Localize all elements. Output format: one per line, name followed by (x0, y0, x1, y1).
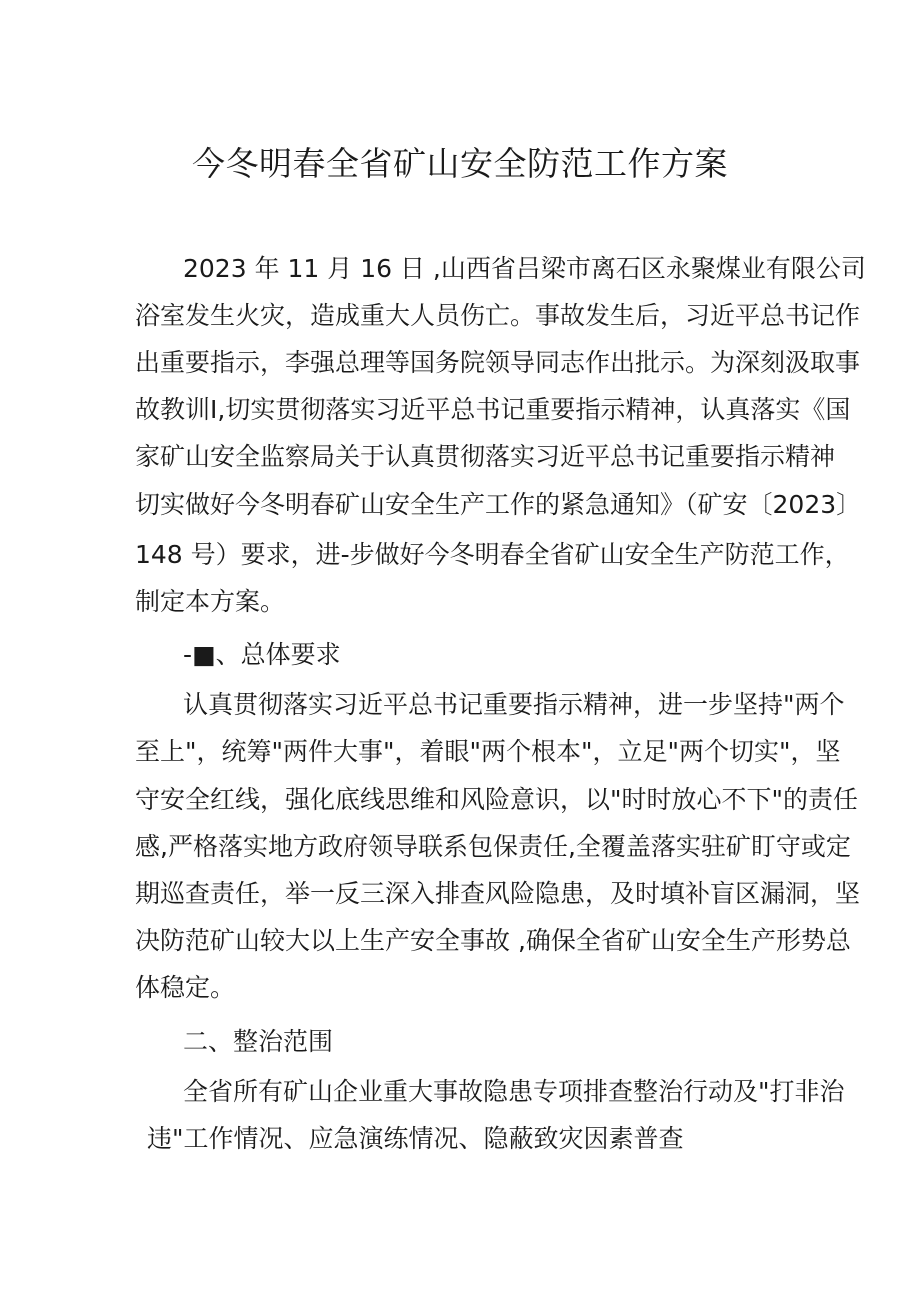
section-heading: -■、总体要求 (183, 640, 341, 669)
paragraph-line: 2023 年 11 月 16 日 ,山西省吕梁市离石区永聚煤业有限公司 (183, 254, 866, 283)
paragraph-line: 认真贯彻落实习近平总书记重要指示精神，进一步坚持"两个 (183, 690, 845, 719)
document-title: 今冬明春全省矿山安全防范工作方案 (192, 144, 728, 183)
paragraph-line: 感,严格落实地方政府领导联系包保责任,全覆盖落实驻矿盯守或定 (135, 832, 851, 861)
paragraph-line: 故教训I,切实贯彻落实习近平总书记重要指示精神，认真落实《国 (135, 395, 851, 424)
paragraph-line: 制定本方案。 (135, 587, 286, 616)
paragraph-line: 148 号）要求，进-步做好今冬明春全省矿山安全生产防范工作， (135, 540, 850, 569)
paragraph-line: 守安全红线，强化底线思维和风险意识，以"时时放心不下"的责任 (135, 785, 859, 814)
paragraph-line: 出重要指示，李强总理等国务院领导同志作出批示。为深刻汲取事 (135, 348, 861, 377)
paragraph-line: 期巡查责任，举一反三深入排查风险隐患，及时填补盲区漏洞，坚 (135, 879, 861, 908)
paragraph-line: 体稳定。 (135, 973, 236, 1002)
paragraph-line: 切实做好今冬明春矿山安全生产工作的紧急通知》（矿安〔2023〕 (135, 490, 862, 519)
paragraph-line: 全省所有矿山企业重大事故隐患专项排查整治行动及"打非治 (183, 1077, 845, 1106)
paragraph-line: 违"工作情况、应急演练情况、隐蔽致灾因素普查 (147, 1124, 684, 1153)
paragraph-line: 浴室发生火灾，造成重大人员伤亡。事故发生后，习近平总书记作 (135, 301, 861, 330)
section-heading: 二、整治范围 (183, 1027, 334, 1056)
paragraph-line: 决防范矿山较大以上生产安全事故 ,确保全省矿山安全生产形势总 (135, 926, 851, 955)
paragraph-line: 至上"，统筹"两件大事"，着眼"两个根本"，立足"两个切实"，坚 (135, 737, 841, 766)
paragraph-line: 家矿山安全监察局关于认真贯彻落实习近平总书记重要指示精神 (135, 442, 836, 471)
